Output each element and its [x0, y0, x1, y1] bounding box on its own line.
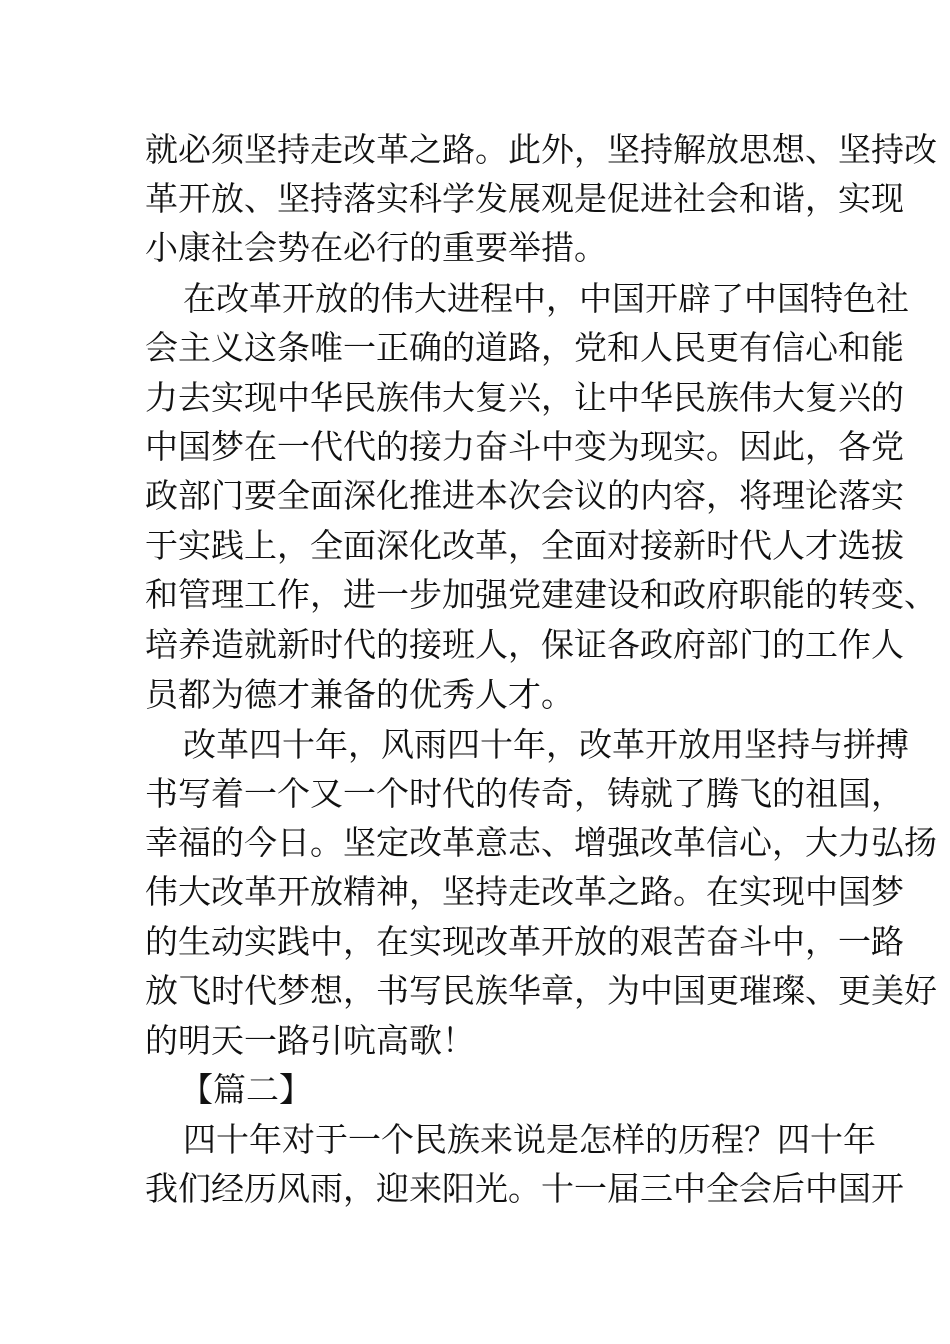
section-heading: 【篇二】 — [180, 1070, 312, 1109]
text-line: 的明天一路引吭高歌！ — [145, 1021, 475, 1060]
text-line: 我们经历风雨，迎来阳光。十一届三中全会后中国开 — [145, 1169, 904, 1208]
text-line: 幸福的今日。坚定改革意志、增强改革信心，大力弘扬 — [145, 823, 937, 862]
text-line: 革开放、坚持落实科学发展观是促进社会和谐，实现 — [145, 179, 904, 218]
text-line: 伟大改革开放精神，坚持走改革之路。在实现中国梦 — [145, 872, 904, 911]
text-line: 培养造就新时代的接班人，保证各政府部门的工作人 — [145, 625, 904, 664]
text-line: 会主义这条唯一正确的道路，党和人民更有信心和能 — [145, 328, 904, 367]
text-line: 书写着一个又一个时代的传奇，铸就了腾飞的祖国， — [145, 774, 904, 813]
text-line: 四十年对于一个民族来说是怎样的历程？四十年 — [183, 1120, 876, 1159]
text-line: 于实践上，全面深化改革，全面对接新时代人才选拔 — [145, 526, 904, 565]
text-line: 力去实现中华民族伟大复兴，让中华民族伟大复兴的 — [145, 378, 904, 417]
text-line: 放飞时代梦想，书写民族华章，为中国更璀璨、更美好 — [145, 971, 937, 1010]
text-line: 小康社会势在必行的重要举措。 — [145, 228, 607, 267]
text-line: 中国梦在一代代的接力奋斗中变为现实。因此，各党 — [145, 427, 904, 466]
text-line: 改革四十年，风雨四十年，改革开放用坚持与拼搏 — [183, 725, 909, 764]
text-line: 在改革开放的伟大进程中，中国开辟了中国特色社 — [183, 279, 909, 318]
text-line: 员都为德才兼备的优秀人才。 — [145, 675, 574, 714]
text-line: 就必须坚持走改革之路。此外，坚持解放思想、坚持改 — [145, 130, 937, 169]
text-line: 的生动实践中，在实现改革开放的艰苦奋斗中，一路 — [145, 922, 904, 961]
text-line: 政部门要全面深化推进本次会议的内容，将理论落实 — [145, 476, 904, 515]
text-line: 和管理工作，进一步加强党建建设和政府职能的转变、 — [145, 575, 937, 614]
